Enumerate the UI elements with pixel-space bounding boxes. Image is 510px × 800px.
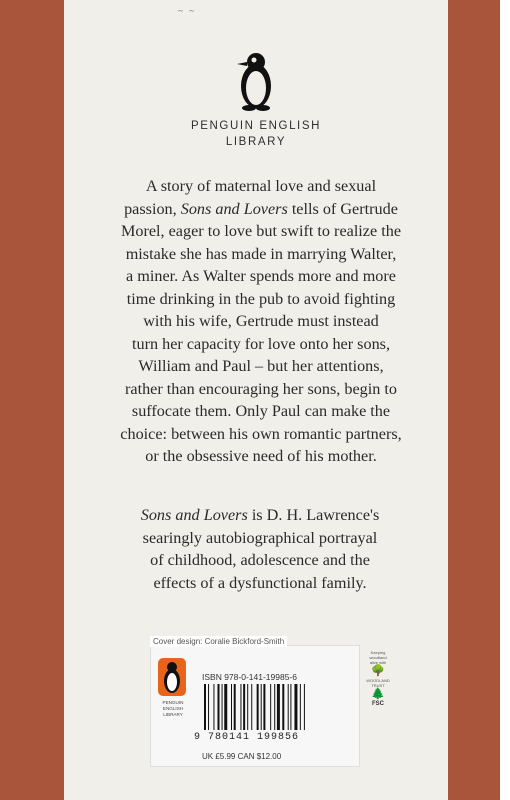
blurb-line: searingly autobiographical portrayal	[142, 528, 378, 547]
fsc-block	[360, 650, 396, 750]
mini-brand-line: ENGLISH	[162, 706, 184, 711]
brand-line-1: PENGUIN ENGLISH	[190, 120, 322, 132]
fsc-note-line: alive with	[369, 660, 387, 665]
tree-icon: 🌳	[371, 665, 385, 677]
blurb-line: with his wife, Gertrude must instead	[143, 312, 379, 330]
isbn-text: ISBN 978-0-141-19985-6	[202, 672, 297, 682]
barcode-digits: 9 780141 199856	[194, 732, 300, 743]
top-marks: ~ ~	[178, 6, 196, 16]
blurb-paragraph-2	[110, 504, 410, 594]
penguin-mini-logo-icon	[157, 657, 187, 697]
page-edge	[500, 0, 510, 800]
blurb-line: choice: between his own romantic partners,	[120, 424, 402, 443]
price-text: UK £5.99 CAN $12.00	[202, 752, 282, 761]
blurb-line: A story of maternal love and sexual	[145, 177, 377, 195]
fsc-label: FSC	[372, 701, 384, 707]
blurb-line: time drinking in the pub to avoid fighting	[126, 289, 396, 308]
blurb-line: or the obsessive need of his mother.	[145, 447, 377, 465]
blurb-paragraph-1	[102, 175, 420, 468]
blurb-line: William and Paul – but her attentions,	[138, 357, 384, 375]
blurb-line: of childhood, adolescence and the	[150, 551, 370, 569]
mini-brand-line: PENGUIN	[162, 700, 184, 705]
blurb-line: a miner. As Walter spends more and more	[126, 267, 396, 285]
blurb-line: Sons and Lovers is D. H. Lawrence's	[140, 506, 380, 524]
fsc-note-line: Keeping	[370, 650, 386, 655]
penguin-logo-icon	[233, 50, 279, 112]
blurb-line: Morel, eager to love but swift to realize the	[120, 222, 402, 240]
woodland-label: WOODLAND	[366, 678, 390, 683]
brand-line-2: LIBRARY	[225, 136, 287, 148]
barcode-icon	[202, 684, 342, 730]
blurb-line: mistake she has made in marrying Walter,	[125, 244, 397, 263]
fsc-note-line: woodland	[369, 655, 387, 660]
blurb-line: passion, Sons and Lovers tells of Gertrude	[124, 199, 398, 218]
blurb-line: suffocate them. Only Paul can make the	[131, 402, 391, 420]
mini-brand-line: LIBRARY	[163, 712, 183, 717]
fsc-tree-icon: 🌲	[371, 688, 385, 700]
trust-label: TRUST	[371, 683, 385, 688]
blurb-line: effects of a dysfunctional family.	[153, 573, 367, 592]
blurb-line: rather than encouraging her sons, begin to	[125, 379, 397, 398]
cover-credit: Cover design: Coralie Bickford-Smith	[150, 636, 287, 647]
blurb-line: turn her capacity for love onto her sons,	[131, 334, 391, 353]
